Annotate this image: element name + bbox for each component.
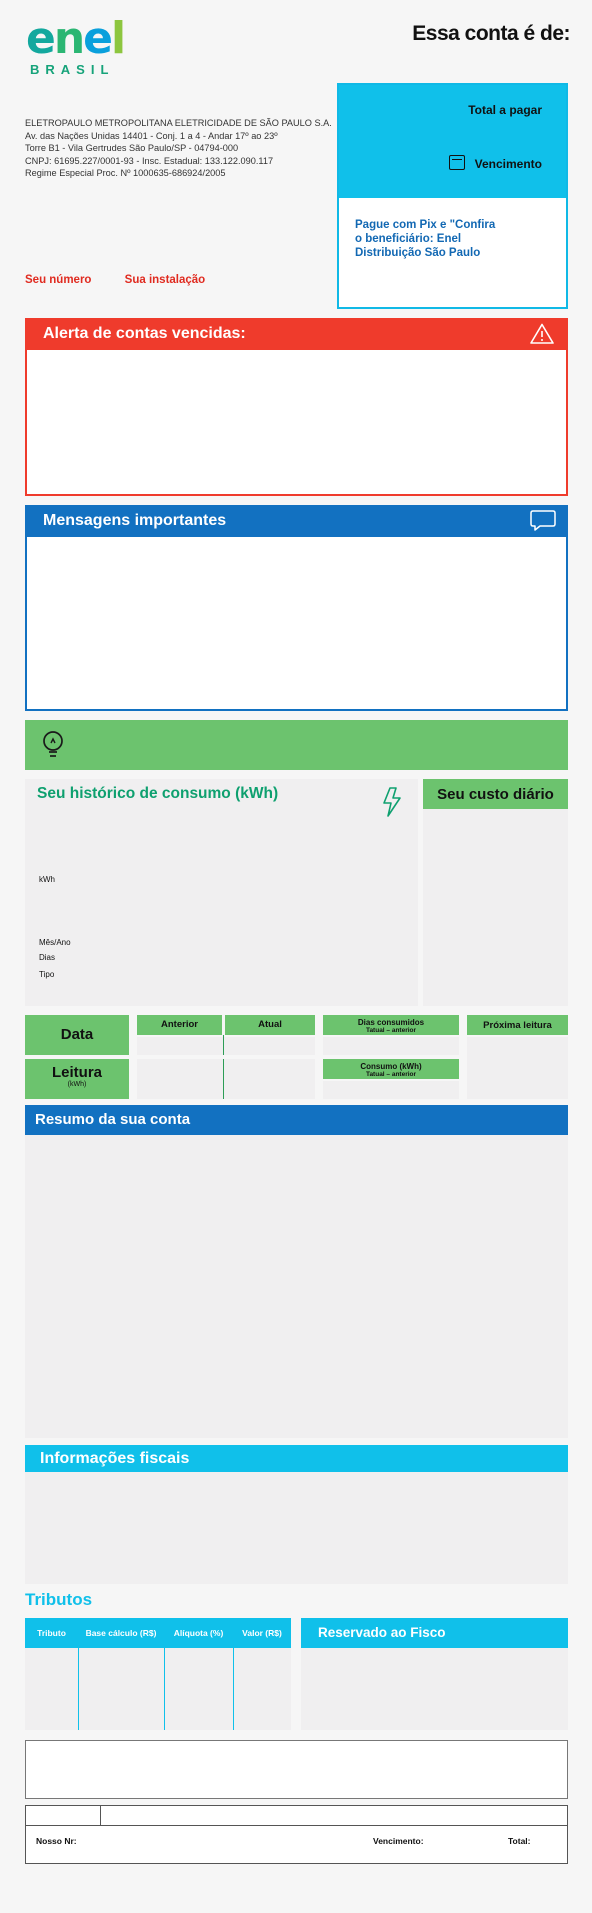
reading-unit: (kWh) (67, 1081, 87, 1088)
company-cnpj: CNPJ: 61695.227/0001-93 - Insc. Estadual: 133.122.090.117 (25, 155, 274, 166)
reading-label: Leitura (51, 1064, 102, 1081)
days-consumed-note: Tatual – anterior (365, 1027, 417, 1034)
current-column-header: Atual (225, 1015, 315, 1035)
barcode-area (25, 1740, 568, 1799)
history-kwh-label: kWh (39, 875, 55, 884)
payment-box (337, 83, 568, 309)
important-messages-header (25, 505, 568, 537)
total-to-pay-label: Total a pagar (468, 103, 542, 117)
important-messages-panel (25, 505, 568, 711)
pix-instructions: Pague com Pix e "Confira o beneficiário: Enel Distribuição São Paulo (355, 219, 496, 259)
speech-bubble-icon (530, 509, 556, 532)
daily-cost-panel (423, 779, 568, 1006)
due-date-label: Vencimento (474, 157, 542, 171)
overdue-alert-title: Alerta de contas vencidas: (43, 325, 246, 342)
col-valor: Valor (R$) (242, 1628, 282, 1638)
date-row-label: Data (25, 1015, 129, 1055)
days-consumed-label: Dias consumidos (357, 1018, 425, 1027)
fiscal-info-title: Informações fiscais (25, 1445, 568, 1472)
history-days-label: Dias (39, 953, 56, 962)
column-divider (223, 1035, 224, 1055)
column-divider (223, 1059, 224, 1099)
next-reading-value (467, 1037, 568, 1099)
days-consumed-value (323, 1037, 459, 1055)
consumption-note: Tatual – anterior (365, 1071, 417, 1078)
taxes-title: Tributos (25, 1590, 93, 1609)
reserved-fisco-title: Reservado ao Fisco (301, 1618, 568, 1648)
company-name: ELETROPAULO METROPOLITANA ELETRICIDADE DE SÃO PAULO S.A. (25, 118, 332, 128)
account-summary-panel (25, 1105, 568, 1438)
col-aliquota: Alíquota (%) (173, 1628, 224, 1638)
company-address-2: Torre B1 - Vila Gertrudes São Paulo/SP - 04794-000 (25, 143, 239, 154)
taxes-column-divider (78, 1648, 79, 1730)
consumption-history-panel (25, 779, 418, 1006)
consumption-history-title: Seu histórico de consumo (kWh) (37, 785, 279, 802)
slip-nosso-nr: Nosso Nr: (36, 1836, 77, 1846)
slip-top-row (26, 1806, 567, 1826)
date-values-row (137, 1037, 315, 1055)
overdue-alert-header (25, 318, 568, 350)
overdue-alert-panel (25, 318, 568, 496)
consumption-header (323, 1059, 459, 1079)
payment-box-header (339, 85, 566, 198)
taxes-column-divider (164, 1648, 165, 1730)
days-consumed-header (323, 1015, 459, 1035)
account-summary-title: Resumo da sua conta (25, 1105, 568, 1135)
company-regime: Regime Especial Proc. Nº 1000635-686924/2005 (25, 168, 226, 179)
owner-title: Essa conta é de: (412, 22, 570, 45)
company-info (25, 117, 345, 180)
payment-slip (25, 1805, 568, 1864)
warning-icon (530, 323, 554, 344)
col-base-calculo: Base cálculo (R$) (85, 1628, 157, 1638)
logo-subtitle: BRASIL (30, 62, 115, 77)
taxes-column-divider (233, 1648, 234, 1730)
history-month-label: Mês/Ano (39, 938, 71, 947)
history-type-label: Tipo (39, 970, 55, 979)
fiscal-info-panel (25, 1445, 568, 1584)
previous-column-header: Anterior (137, 1015, 222, 1035)
calendar-icon (449, 155, 465, 170)
company-address: Av. das Nações Unidas 14401 - Conj. 1 a 4 - Andar 17º ao 23º (25, 130, 278, 141)
slip-due-date: Vencimento: (373, 1836, 424, 1846)
reading-row-label (25, 1059, 129, 1099)
slip-divider (100, 1806, 101, 1826)
account-ids (25, 274, 235, 286)
next-reading-header: Próxima leitura (467, 1015, 568, 1035)
consumption-value (323, 1081, 459, 1099)
consumption-label: Consumo (kWh) (360, 1062, 422, 1071)
lightbulb-icon (41, 730, 65, 760)
slip-total: Total: (508, 1836, 531, 1846)
your-number-label: Seu número (25, 274, 92, 286)
reading-values-row (137, 1059, 315, 1099)
reserved-fisco-panel (301, 1618, 568, 1730)
important-messages-title: Mensagens importantes (43, 512, 227, 529)
your-installation-label: Sua instalação (124, 274, 206, 286)
daily-cost-title: Seu custo diário (423, 779, 568, 809)
col-tributo: Tributo (37, 1628, 66, 1638)
taxes-table (25, 1618, 291, 1730)
lightning-icon (382, 787, 402, 817)
tip-banner (25, 720, 568, 770)
enel-logo: enel (26, 13, 125, 64)
